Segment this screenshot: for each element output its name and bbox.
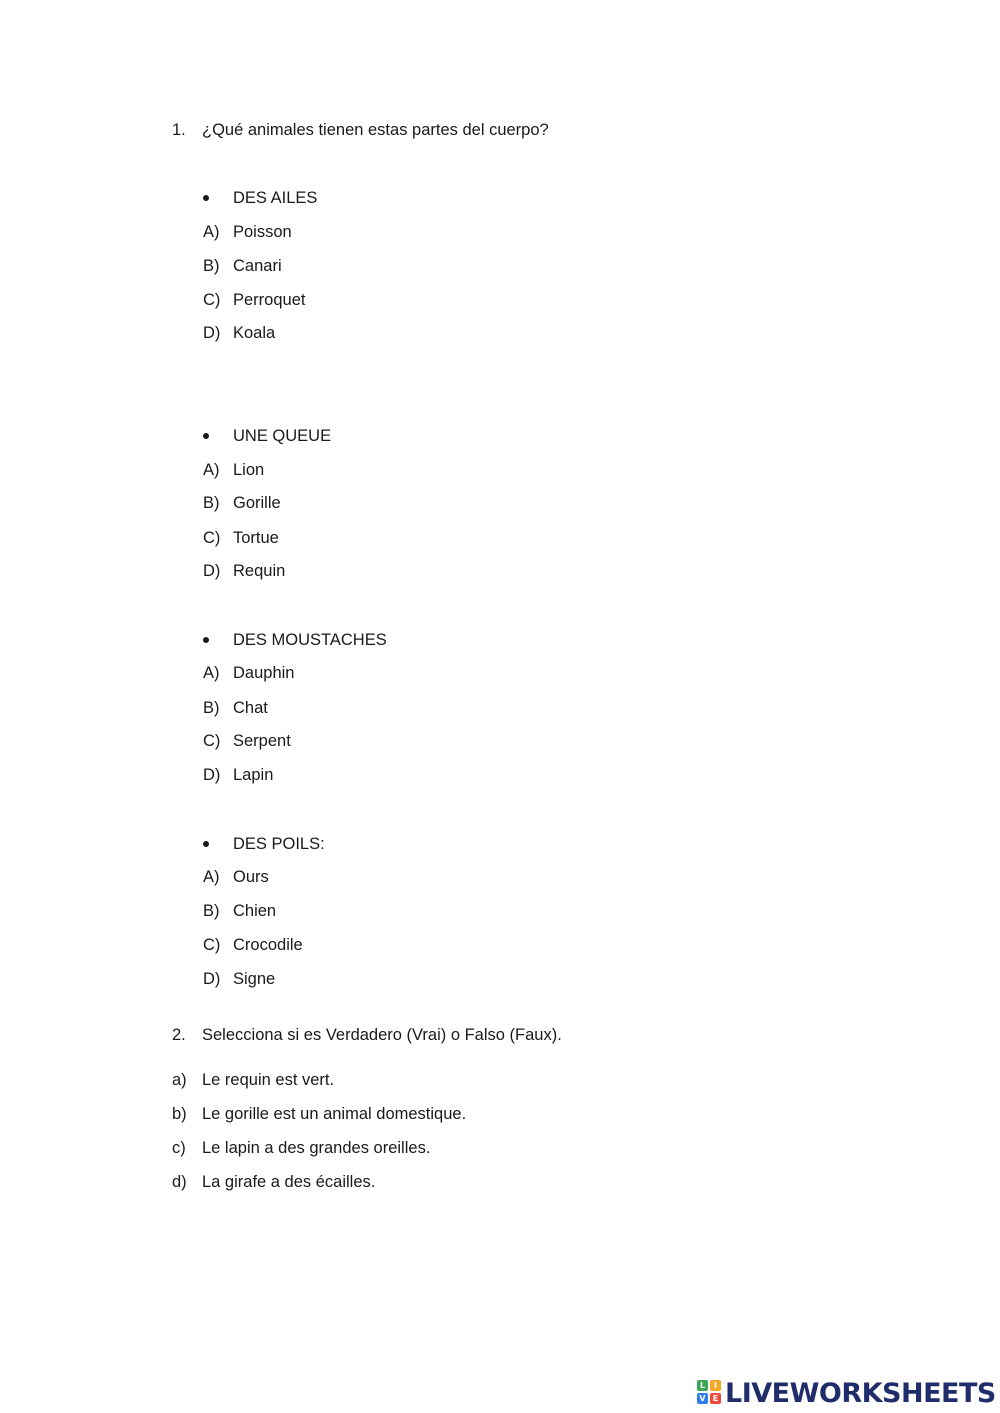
option-text[interactable]: Ours (233, 868, 269, 886)
bullet-icon (203, 637, 209, 643)
section-label: DES POILS: (233, 835, 325, 853)
bullet-icon (203, 433, 209, 439)
option-letter: D) (203, 970, 221, 988)
option-text[interactable]: Gorille (233, 494, 281, 512)
option-text[interactable]: Tortue (233, 529, 279, 547)
statement-letter: b) (172, 1105, 187, 1123)
logo-text: LIVEWORKSHEETS (725, 1377, 996, 1409)
bullet-icon (203, 841, 209, 847)
option-text[interactable]: Dauphin (233, 664, 295, 682)
option-text[interactable]: Requin (233, 562, 286, 580)
logo-tile: I (710, 1380, 721, 1391)
logo-tile: E (710, 1393, 721, 1404)
option-text[interactable]: Koala (233, 324, 276, 342)
statement-text: La girafe a des écailles. (202, 1173, 376, 1191)
statement-letter: a) (172, 1071, 187, 1089)
logo-grid-icon (697, 1380, 723, 1406)
option-letter: A) (203, 868, 220, 886)
question-2-text: Selecciona si es Verdadero (Vrai) o Falso (Faux). (202, 1026, 562, 1044)
option-letter: C) (203, 529, 221, 547)
option-letter: C) (203, 936, 221, 954)
option-text[interactable]: Chien (233, 902, 277, 920)
question-1-text: ¿Qué animales tienen estas partes del cuerpo? (202, 121, 549, 139)
liveworksheets-logo[interactable] (697, 1378, 996, 1408)
option-letter: B) (203, 699, 220, 717)
option-text[interactable]: Lion (233, 461, 265, 479)
logo-tile: L (697, 1380, 708, 1391)
option-letter: D) (203, 324, 221, 342)
option-text[interactable]: Canari (233, 257, 282, 275)
option-text[interactable]: Chat (233, 699, 268, 717)
option-letter: D) (203, 562, 221, 580)
bullet-icon (203, 195, 209, 201)
option-text[interactable]: Poisson (233, 223, 292, 241)
option-text[interactable]: Perroquet (233, 291, 306, 309)
option-letter: C) (203, 732, 221, 750)
section-label: DES MOUSTACHES (233, 631, 387, 649)
question-1-number: 1. (172, 121, 186, 139)
option-letter: B) (203, 902, 220, 920)
statement-text: Le gorille est un animal domestique. (202, 1105, 467, 1123)
statement-text: Le lapin a des grandes oreilles. (202, 1139, 431, 1157)
section-label: UNE QUEUE (233, 427, 332, 445)
option-text[interactable]: Lapin (233, 766, 274, 784)
statement-text: Le requin est vert. (202, 1071, 335, 1089)
option-letter: D) (203, 766, 221, 784)
option-letter: A) (203, 664, 220, 682)
option-letter: A) (203, 223, 220, 241)
statement-letter: d) (172, 1173, 187, 1191)
option-text[interactable]: Signe (233, 970, 276, 988)
question-2-number: 2. (172, 1026, 186, 1044)
option-letter: C) (203, 291, 221, 309)
option-letter: B) (203, 257, 220, 275)
option-letter: B) (203, 494, 220, 512)
option-letter: A) (203, 461, 220, 479)
section-label: DES AILES (233, 189, 318, 207)
option-text[interactable]: Crocodile (233, 936, 303, 954)
statement-letter: c) (172, 1139, 186, 1157)
option-text[interactable]: Serpent (233, 732, 291, 750)
logo-tile: V (697, 1393, 708, 1404)
